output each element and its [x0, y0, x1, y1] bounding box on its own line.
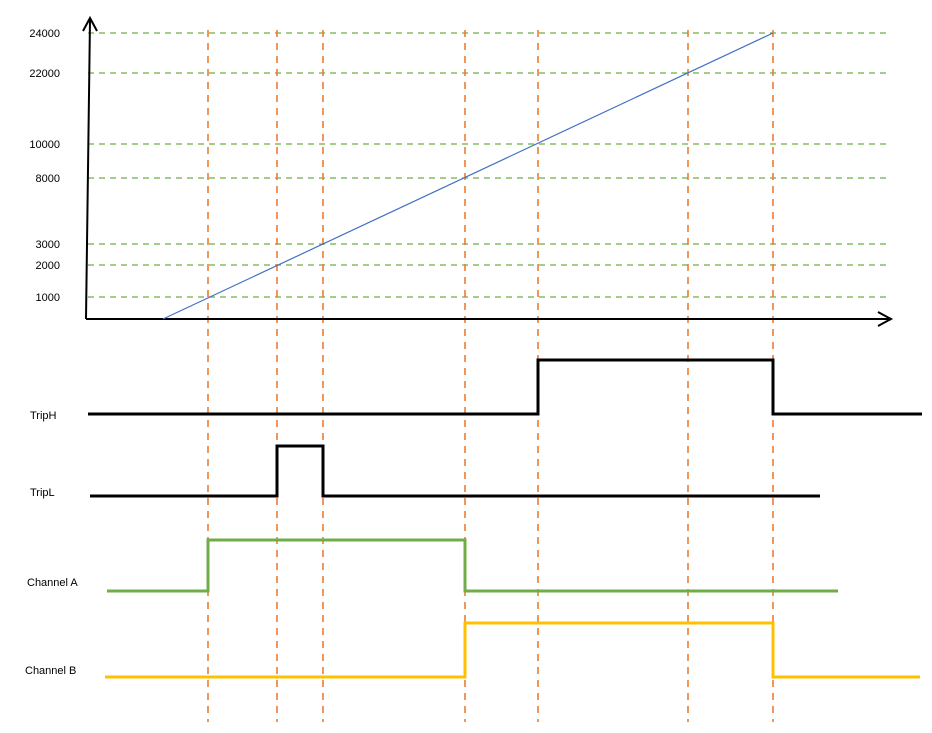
- y-tick-label: 10000: [29, 139, 60, 151]
- trip-l-signal: [30, 446, 820, 499]
- y-tick-label: 3000: [35, 239, 60, 251]
- y-axis: [86, 20, 90, 319]
- event-marker-lines: [208, 30, 773, 722]
- channel-a-label: Channel A: [27, 577, 78, 589]
- ramp-plot-axes: [83, 18, 891, 326]
- channel-b-label: Channel B: [25, 665, 77, 677]
- channel-a-signal: [27, 540, 838, 591]
- trip-h-waveform: [88, 360, 922, 414]
- channel-a-waveform: [107, 540, 838, 591]
- y-tick-label: 2000: [35, 260, 60, 272]
- trip-h-signal: [30, 360, 922, 422]
- channel-b-signal: [25, 623, 920, 677]
- ramp-line-group: [163, 33, 773, 319]
- channel-b-waveform: [105, 623, 920, 677]
- trip-h-label: TripH: [30, 410, 57, 422]
- trip-l-waveform: [90, 446, 820, 496]
- signal-traces: [25, 360, 922, 677]
- trip-l-label: TripL: [30, 487, 55, 499]
- y-tick-label: 8000: [35, 173, 60, 185]
- ramp-line: [163, 33, 773, 319]
- y-axis-tick-labels: [29, 28, 60, 304]
- y-tick-label: 22000: [29, 68, 60, 80]
- y-tick-label: 1000: [35, 292, 60, 304]
- y-tick-label: 24000: [29, 28, 60, 40]
